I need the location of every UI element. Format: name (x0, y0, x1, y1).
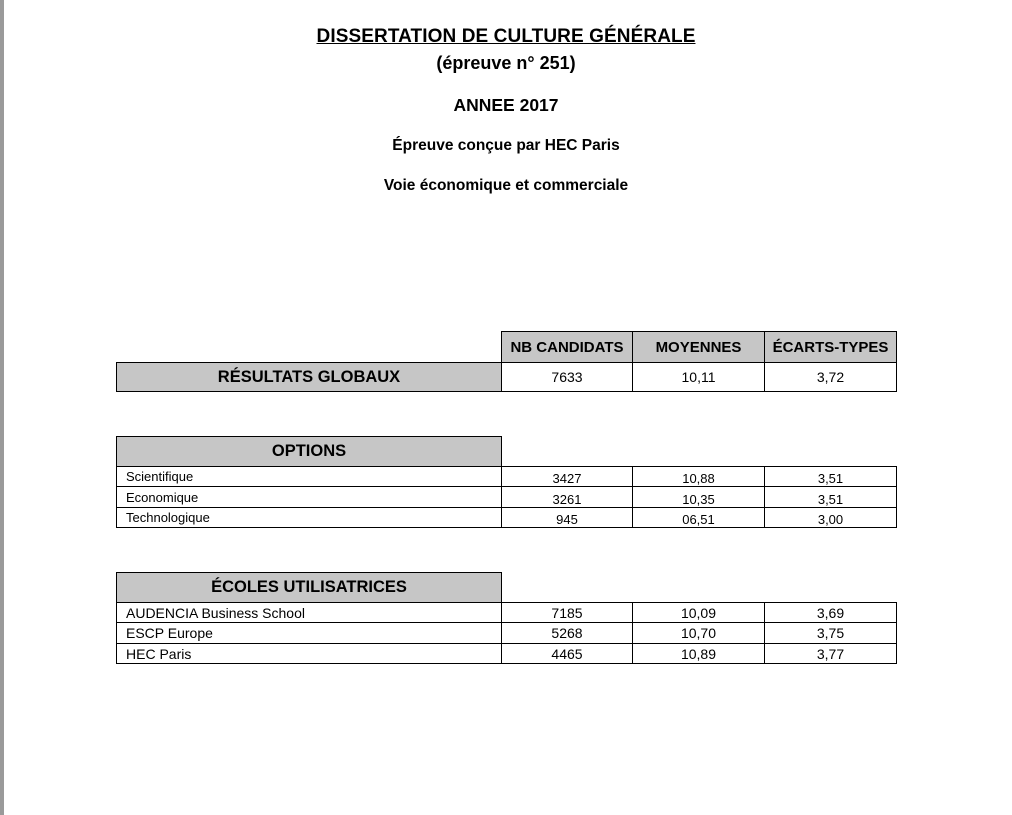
option-candidates: 3261 (501, 486, 633, 508)
option-std: 3,00 (764, 507, 897, 528)
school-label: HEC Paris (116, 643, 502, 664)
column-header-candidates: NB CANDIDATS (501, 331, 633, 363)
school-std: 3,77 (764, 643, 897, 664)
option-std: 3,51 (764, 486, 897, 508)
school-label: ESCP Europe (116, 622, 502, 644)
school-mean: 10,89 (632, 643, 765, 664)
global-candidates: 7633 (501, 362, 633, 392)
column-header-std: ÉCARTS-TYPES (764, 331, 897, 363)
school-label: AUDENCIA Business School (116, 602, 502, 623)
school-candidates: 7185 (501, 602, 633, 623)
school-std: 3,69 (764, 602, 897, 623)
option-candidates: 945 (501, 507, 633, 528)
exam-track: Voie économique et commerciale (383, 177, 629, 194)
column-header-means: MOYENNES (632, 331, 765, 363)
school-candidates: 5268 (501, 622, 633, 644)
school-candidates: 4465 (501, 643, 633, 664)
exam-number: (épreuve n° 251) (436, 53, 576, 73)
option-label: Scientifique (116, 466, 502, 487)
global-std: 3,72 (764, 362, 897, 392)
global-mean: 10,11 (632, 362, 765, 392)
school-mean: 10,09 (632, 602, 765, 623)
schools-section-title: ÉCOLES UTILISATRICES (116, 572, 502, 603)
option-mean: 10,35 (632, 486, 765, 508)
page-left-edge (0, 0, 4, 815)
exam-year: ANNEE 2017 (453, 95, 559, 115)
options-section-title: OPTIONS (116, 436, 502, 467)
document-title: DISSERTATION DE CULTURE GÉNÉRALE (316, 26, 696, 47)
option-mean: 10,88 (632, 466, 765, 487)
school-mean: 10,70 (632, 622, 765, 644)
global-results-label: RÉSULTATS GLOBAUX (116, 362, 502, 392)
option-candidates: 3427 (501, 466, 633, 487)
option-label: Technologique (116, 507, 502, 528)
option-mean: 06,51 (632, 507, 765, 528)
school-std: 3,75 (764, 622, 897, 644)
option-std: 3,51 (764, 466, 897, 487)
exam-designer: Épreuve conçue par HEC Paris (392, 137, 620, 154)
option-label: Economique (116, 486, 502, 508)
